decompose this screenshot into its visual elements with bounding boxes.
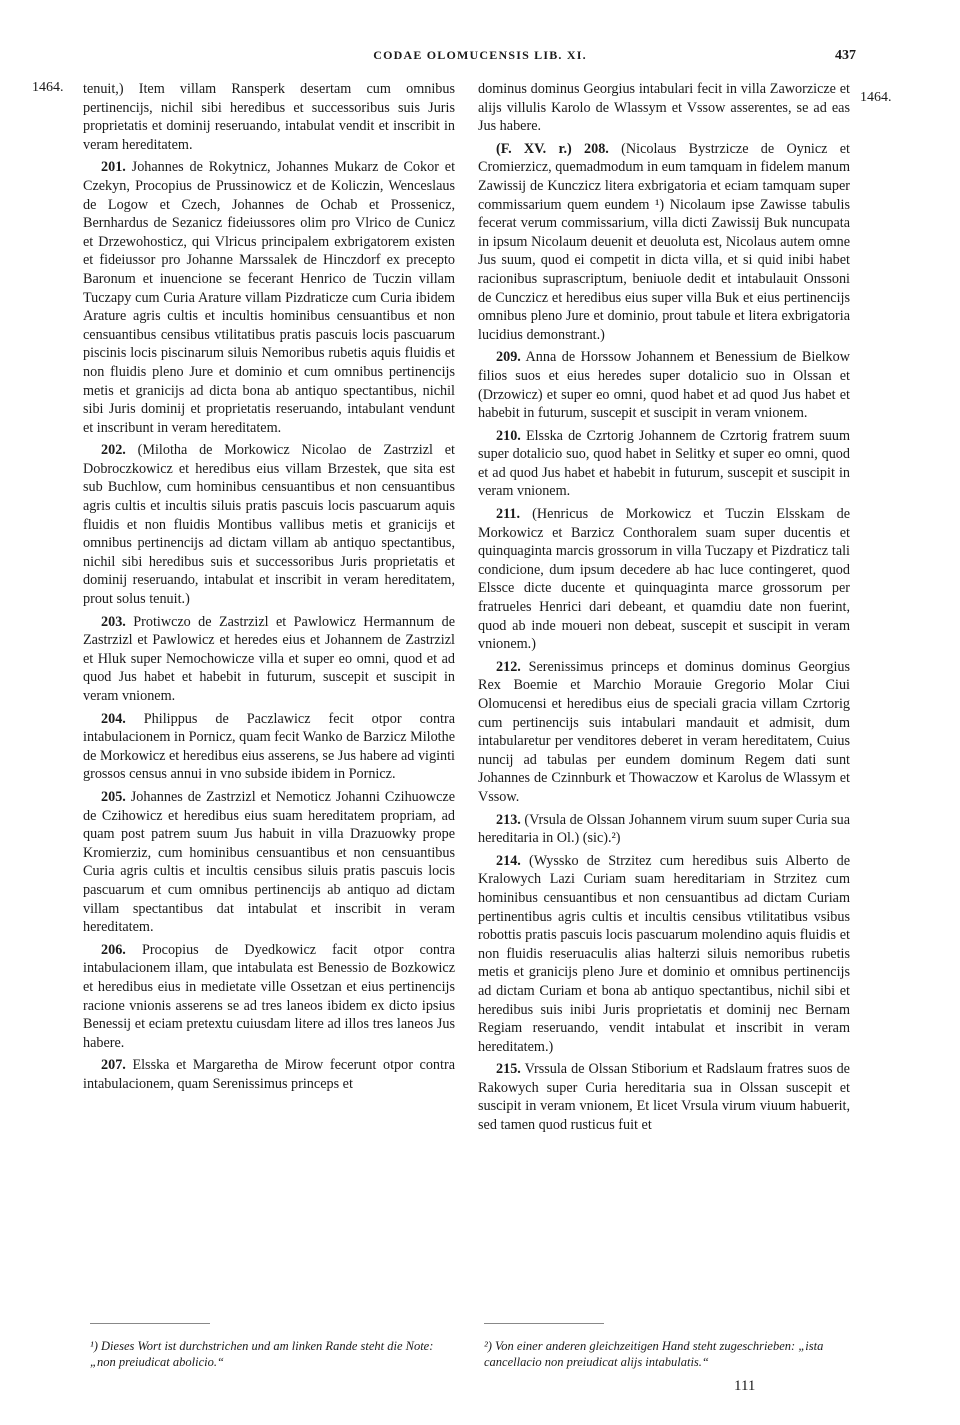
entry-paragraph — [478, 505, 850, 654]
entry-paragraph — [478, 427, 850, 501]
entry-paragraph — [83, 710, 455, 784]
entry-paragraph — [478, 80, 850, 136]
entry-paragraph — [83, 1056, 455, 1093]
entry-number: 207. — [101, 1057, 126, 1074]
sheet-signature-mark: 111 — [734, 1378, 756, 1394]
entry-text: (Henricus de Morkowicz et Tuczin Elsskam de Morkowicz et Barzicz Conthoralem suam super ducentis et quinquaginta marcis grossorum in villa Tuczapy et Pizdraticz tali condicione, dum ipsum decedere ab hac luce contingeret, quod Elssce dicte ducente et quinquaginta marce grossorum per fratrueles Henrici dari debeant, et quamdiu date non fuerint, quod ab inde moueri non debeat, suscepit et suscipit in veram vnionem.) — [478, 506, 850, 653]
entry-text: Protiwczo de Zastrzizl et Pawlowicz Hermannum de Zastrzizl et Pawlowicz et heredes eius et Johannem de Zastrzizl et Hluk super Nemochowicze villa et super eo omni, quod et ad quod Jus habet et habebit in futurum, suscepit et suscipit in veram vnionem. — [83, 613, 456, 704]
entry-number: 209. — [496, 349, 521, 366]
entry-paragraph — [478, 658, 850, 807]
entry-text: Johannes de Rokytnicz, Johannes Mukarz de Cokor et Czekyn, Procopius de Prussinowicz et de Koliczin, Wenceslaus de Logow et Czech, Johannes de Ochab et Prossenicz, Bernhardus de Sezanicz fideiussores olim pro Vlrico de Cunicz et Drzewohosticz, qui Vlricus principalem exbrigatorem existen et fideiussor pro Johanne Marssalek de Hinczdorf ex precepto Baronum et inuencione se fecerant Henrico de Tuczin villam Tuczapy cum Curia Arature villam Pizdraticze cum Curia ibidem Arature agris cultis et incultis hominibus censuantibus et non censuantibus censibus vtilitatibus pratis pascuis locis pascuarum piscinis locis piscinarum siluis Nemoribus rubetis aquis fluidis et non fluidis pleno Jure et dominio et cum omnibus pertinencijs metis et granicijs ad dicta bona ab antiquo spectantibus, nichil sibi Juris dominij et proprietatis reseruando, intabulant vendunt et inscribunt in veram hereditatem. — [83, 159, 456, 436]
year-marker-left: 1464. — [32, 80, 64, 95]
entry-paragraph — [83, 80, 455, 154]
entry-paragraph — [478, 140, 850, 345]
entry-paragraph — [478, 852, 850, 1057]
entry-paragraph — [83, 613, 455, 706]
entry-paragraph — [478, 811, 850, 848]
entry-number: 214. — [496, 852, 521, 869]
entry-text: Procopius de Dyedkowicz facit otpor contra intabulacionem illam, que intabulata est Benessio de Bozkowicz et heredibus eius in medietate ville Ossetzan et eius pertinencijs racione vnionis asserens se ad tres laneos ibidem ex dicto ipsius Benessij et eciam pretextu cuiusdam litere ad illos tres laneos Jus habere. — [83, 941, 455, 1051]
left-text-column — [83, 80, 455, 1097]
footnote-right: ²) Von einer anderen gleichzeitigen Hand steht zugeschrieben: „ista cancellacio non preiudicat alijs intabulatis.“ — [484, 1339, 824, 1369]
entry-text: Elsska et Margaretha de Mirow fecerunt otpor contra intabulacionem, quam Serenissimus princeps et — [83, 1057, 455, 1092]
entry-text: Elsska de Czrtorig Johannem de Czrtorig fratrem suum super dotalicio suo, quod habet in Selitky et super eo omni, quod et ad quod Jus habet et habebit in futurum, suscepit et suscipit in veram vnionem. — [478, 427, 851, 500]
footnote-divider-left — [90, 1323, 210, 1324]
entry-text: (Nicolaus Bystrzicze de Oynicz et Cromierzicz, quemadmodum in eum tamquam in fidelem manum Zawissij de Kunczicz litera exbrigatoria et eciam tamquam super commissarium quem eundem ¹) Nicolaum ipse Zawisse tabulis fecerat verum commissarium, villa dicti Zawissij Buk nuncupata in ipsum Nicolaum deuenit et deuoluta est, Nicolaus autem omne Jus suum, quod ei competit in dicta villa, et si quid inibi habet racionibus suprascriptum, beniuole dedit et intabulauit Onssoni de Cunczicz et heredibus eius super villa Buk et eius pertinencijs omnibus pleno Jure et dominio, prout tabule et litera exbrigatoria lucidius demonstrant.) — [478, 140, 850, 343]
entry-number: 204. — [101, 710, 126, 727]
year-marker-right: 1464. — [860, 90, 892, 105]
entry-number: 206. — [101, 941, 126, 958]
entry-text: dominus dominus Georgius intabulari fecit in villa Zaworzicze et alijs villulis Karolo de Wlassym et Vssow asserentes, se ad eas Jus habere. — [478, 81, 850, 135]
entry-text: tenuit,) Item villam Ransperk desertam cum omnibus pertinencijs, nichil sibi heredibus et successoribus suis Juris proprietatis et dominij reseruando, intabulat vendit et inscribit in veram hereditatem. — [83, 81, 455, 153]
entry-text: Johannes de Zastrzizl et Nemoticz Johanni Czihuowcze de Czihowicz et heredibus eius suam hereditatem propriam, ad quam post patrem suum Jus habuit in villa Drazuowky prope Kromierziz, cum hominibus censuantibus et non censuantibus Curia agris cultis et incultis censibus siluis pratis pascuis locis pascuarum et cum omnibus pertinencijs ab antiquo ad dictam villam spectantibus dat intabulat et inscribit in veram hereditatem. — [83, 788, 455, 936]
entry-number: (F. XV. r.) 208. — [496, 140, 609, 157]
entry-text: Vrssula de Olssan Stiborium et Radslaum fratres suos de Rakowych super Curia hereditaria sua in Olssan suscepit et suscipit in veram vnionem, Et licet Vrsula virum viuum habuerit, sed tamen quod rusticus fuit et — [478, 1061, 850, 1134]
footnote-divider-right — [484, 1323, 604, 1324]
entry-text: (Vrsula de Olssan Johannem virum suum super Curia sua hereditaria in Ol.) (sic).²) — [478, 811, 851, 847]
entry-number: 212. — [496, 658, 521, 675]
entry-number: 210. — [496, 427, 521, 444]
entry-paragraph — [478, 348, 850, 422]
entry-number: 215. — [496, 1061, 521, 1078]
right-text-column — [478, 80, 850, 1139]
footnote-left: ¹) Dieses Wort ist durchstrichen und am linken Rande steht die Note: „non preiudicat abolicio.“ — [90, 1339, 434, 1369]
entry-paragraph — [83, 788, 455, 937]
entry-number: 205. — [101, 788, 126, 805]
page-header-title: CODAE OLOMUCENSIS LIB. XI. — [373, 48, 587, 62]
page-number: 437 — [835, 48, 856, 63]
entry-number: 213. — [496, 811, 521, 828]
entry-number: 203. — [101, 613, 126, 630]
entry-text: (Milotha de Morkowicz Nicolao de Zastrzizl et Dobroczkowicz et heredibus eius villam Brzestek, que sita est sub Buchlow, cum hominibus censuantibus et non censuantibus agris cultis et incultis siluis pratis pascuis locis pascuarum aquis fluidis et non fluidis Montibus vallibus metis et granicijs et omnibus pertinencijs ad dictam villam ab antiquo spectantibus, nichil sibi heredibus suis et successoribus Juris proprietatis et dominij reseruando, intabulat et inscribit in veram hereditatem, prout solus tenuit.) — [83, 442, 455, 608]
entry-paragraph — [478, 1060, 850, 1134]
entry-number: 202. — [101, 442, 126, 459]
entry-text: (Wyssko de Strzitez cum heredibus suis Alberto de Kralowych Lazi Curiam suam hereditariam in Strzitez cum hominibus censuantibus et non censuantibus ad dictam Curiam pertinentibus agris cultis et incultis censibus vtilitatibus vsibus robottis pratis pascuis locis pascuarum molendino aquis fluidis et non fluidis reseruaculis alias halterzi siluis nemoribus rubetis metis et granicijs pleno Jure et dominio et omnibus pertinencijs ad dictam Curiam et bona ab antiquo spectantibus, nichil sibi et heredibus suis inibi Juris proprietatis et dominij nec Bernam Regiam reseruando, vendit intabulat et inscribit in veram hereditatem.) — [478, 852, 850, 1055]
entry-paragraph — [83, 158, 455, 437]
entry-text: Anna de Horssow Johannem et Benessium de Bielkow filios suos et eius heredes super dotalicio suo in Olssan et (Drzowicz) et super eo omni, quod habet et ad quod Jus habet et habebit in futurum, suscepit et suscipit in veram vnionem. — [478, 349, 850, 422]
entry-paragraph — [83, 441, 455, 608]
entry-number: 201. — [101, 159, 126, 176]
entry-text: Serenissimus princeps et dominus dominus Georgius Rex Boemie et Marchio Morauie Gregorio Molar Ciui Olomucensi et heredibus eius de speciali gracia villam Czrtorig cum pertinencijs suis intabulari mandauit et admisit, dum intabularetur per venditores deberet in veram hereditatem, Cuius nuncij ad tabulas per eundem dominum Regem dati sunt Johannes de Czinnburk et Thowaczow et Karolus de Wlassym et Vssow. — [478, 658, 850, 805]
entry-paragraph — [83, 941, 455, 1053]
entry-text: Philippus de Paczlawicz fecit otpor contra intabulacionem in Pornicz, quam fecit Wanko de Barzicz Milothe de Morkowicz et heredibus eius asserens, se Jus habere ad viginti grossos census annui in vno subside ibidem in Pornicz. — [83, 710, 456, 783]
entry-number: 211. — [496, 506, 521, 523]
